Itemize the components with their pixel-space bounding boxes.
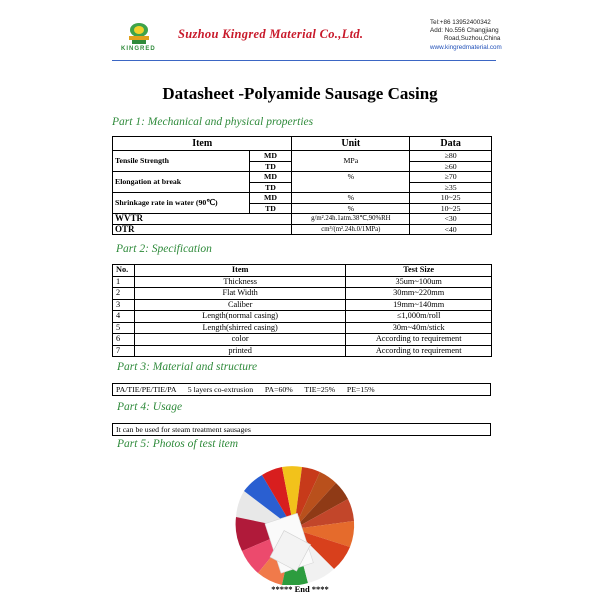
- wvtr-unit: g/m².24h.1atm.38℃,90%RH: [292, 214, 410, 225]
- wvtr-value: <30: [410, 214, 492, 225]
- spec-item: color: [134, 334, 345, 346]
- spec-no: 5: [113, 322, 135, 334]
- md-label: MD: [249, 193, 292, 204]
- spec-item: Thickness: [134, 276, 345, 288]
- contact-address-1: Add: No.556 Changjiang: [430, 27, 499, 35]
- otr-label: OTR: [113, 224, 292, 235]
- md-label: MD: [249, 172, 292, 183]
- tensile-unit: MPa: [292, 151, 410, 172]
- specification-table: [112, 264, 492, 357]
- document-title: Datasheet -Polyamide Sausage Casing: [162, 84, 438, 103]
- tensile-td-value: ≥60: [410, 161, 492, 172]
- table-row: [113, 322, 492, 334]
- spec-no: 2: [113, 288, 135, 300]
- company-logo-icon: [124, 22, 154, 46]
- header-item: Item: [113, 137, 292, 151]
- elongation-label: Elongation at break: [113, 172, 250, 193]
- header-item: Item: [134, 265, 345, 277]
- spec-item: Length(shirred casing): [134, 322, 345, 334]
- otr-unit: cm³/(m².24h.0/1MPa): [292, 224, 410, 235]
- md-label: MD: [249, 151, 292, 162]
- part5-heading: Part 5: Photos of test item: [117, 438, 239, 450]
- table-row: [113, 345, 492, 357]
- spec-item: Flat Width: [134, 288, 345, 300]
- table-row: [113, 311, 492, 323]
- spec-test-size: According to requirement: [346, 345, 492, 357]
- shrinkage-td-unit: %: [292, 203, 410, 214]
- header-no: No.: [113, 265, 135, 277]
- part2-heading: Part 2: Specification: [116, 243, 212, 255]
- table-row: [113, 172, 492, 183]
- elongation-td-value: ≥35: [410, 182, 492, 193]
- spec-no: 4: [113, 311, 135, 323]
- tensile-label: Tensile Strength: [113, 151, 250, 172]
- spec-item: Length(normal casing): [134, 311, 345, 323]
- table-row: [113, 193, 492, 204]
- spec-test-size: According to requirement: [346, 334, 492, 346]
- shrinkage-label: Shrinkage rate in water (90℃): [113, 193, 250, 214]
- usage-box: It can be used for steam treatment sausages: [112, 423, 491, 436]
- table-row: [113, 224, 492, 235]
- spec-no: 1: [113, 276, 135, 288]
- table-row: [113, 214, 492, 225]
- header-unit: Unit: [292, 137, 410, 151]
- properties-table: [112, 136, 492, 235]
- spec-test-size: 30m~40m/stick: [346, 322, 492, 334]
- td-label: TD: [249, 203, 292, 214]
- td-label: TD: [249, 182, 292, 193]
- table-header-row: [113, 265, 492, 277]
- spec-test-size: 35um~100um: [346, 276, 492, 288]
- end-marker: ***** End ****: [271, 584, 329, 594]
- contact-address-2: Road,Suzhou,China: [444, 35, 501, 43]
- spec-test-size: 30mm~220mm: [346, 288, 492, 300]
- spec-item: printed: [134, 345, 345, 357]
- otr-value: <40: [410, 224, 492, 235]
- part3-heading: Part 3: Material and structure: [117, 361, 258, 373]
- spec-no: 3: [113, 299, 135, 311]
- company-name: Suzhou Kingred Material Co.,Ltd.: [178, 27, 364, 41]
- shrinkage-td-value: 10~25: [410, 203, 492, 214]
- wvtr-label: WVTR: [113, 214, 292, 225]
- part4-heading: Part 4: Usage: [117, 401, 183, 413]
- casing-samples-photo: [232, 455, 362, 585]
- table-row: [113, 334, 492, 346]
- spec-test-size: ≤1,000m/roll: [346, 311, 492, 323]
- shrinkage-md-value: 10~25: [410, 193, 492, 204]
- spec-test-size: 19mm~140mm: [346, 299, 492, 311]
- spec-no: 7: [113, 345, 135, 357]
- header-divider: [112, 60, 496, 61]
- table-row: [113, 288, 492, 300]
- logo-text: KINGRED: [121, 46, 156, 52]
- specification-rows: [113, 276, 492, 357]
- elongation-unit: %: [292, 172, 410, 193]
- td-label: TD: [249, 161, 292, 172]
- header-test-size: Test Size: [346, 265, 492, 277]
- header-data: Data: [410, 137, 492, 151]
- shrinkage-md-unit: %: [292, 193, 410, 204]
- contact-website-link[interactable]: www.kingredmaterial.com: [430, 43, 502, 51]
- material-structure-box: PA/TIE/PE/TIE/PA 5 layers co-extrusion PA=60% TIE=25% PE=15%: [112, 383, 491, 396]
- contact-tel: Tel:+86 13952400342: [430, 19, 491, 26]
- elongation-md-value: ≥70: [410, 172, 492, 183]
- spec-no: 6: [113, 334, 135, 346]
- tensile-md-value: ≥80: [410, 151, 492, 162]
- table-row: [113, 299, 492, 311]
- contact-info: [430, 19, 502, 52]
- table-header-row: [113, 137, 492, 151]
- table-row: [113, 276, 492, 288]
- table-row: [113, 151, 492, 162]
- part1-heading: Part 1: Mechanical and physical properties: [112, 116, 314, 128]
- spec-item: Caliber: [134, 299, 345, 311]
